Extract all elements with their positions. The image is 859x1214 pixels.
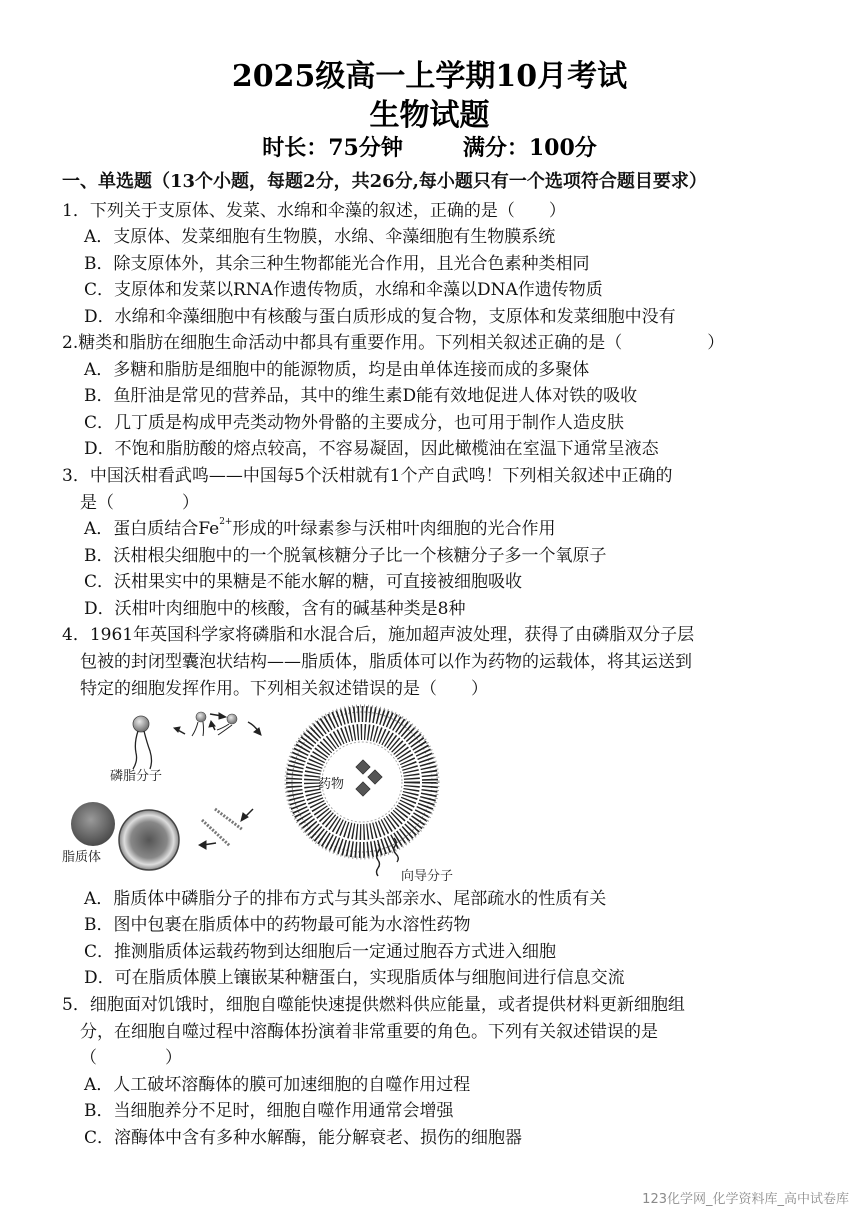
- option-c: C．推测脂质体运载药物到达细胞后一定通过胞吞方式进入细胞: [84, 942, 557, 962]
- option-a: A．支原体、发菜细胞有生物膜，水绵、伞藻细胞有生物膜系统: [84, 227, 556, 247]
- section-heading: 一、单选题（13个小题，每题2分，共26分,每小题只有一个选项符合题目要求）: [62, 171, 707, 192]
- option-b: B．鱼肝油是常见的营养品，其中的维生素D能有效地促进人体对铁的吸收: [84, 386, 638, 406]
- option-c: C．沃柑果实中的果糖是不能水解的糖，可直接被细胞吸收: [84, 572, 523, 592]
- option-d: D．可在脂质体膜上镶嵌某种糖蛋白，实现脂质体与细胞间进行信息交流: [84, 968, 625, 988]
- option-b: B．当细胞养分不足时，细胞自噬作用通常会增强: [84, 1101, 454, 1121]
- label-guide-molecule: 向导分子: [401, 869, 454, 884]
- question-stem: 2.糖类和脂肪在细胞生命活动中都具有重要作用。下列相关叙述正确的是（ ）: [62, 333, 725, 353]
- liposome-outer-icon: [71, 802, 115, 846]
- question-stem-cont: 包被的封闭型囊泡状结构——脂质体，脂质体可以作为药物的运载体，将其运送到: [80, 652, 692, 672]
- label-liposome: 脂质体: [62, 850, 102, 865]
- option-d: D．不饱和脂肪酸的熔点较高，不容易凝固，因此橄榄油在室温下通常呈液态: [84, 439, 659, 459]
- option-b: B．除支原体外，其余三种生物都能光合作用，且光合色素种类相同: [84, 254, 590, 274]
- label-drug: 药物: [318, 777, 345, 792]
- bilayer-strand-icon: [202, 809, 243, 846]
- exam-subtitle: 生物试题: [369, 98, 490, 133]
- question-stem-cont: （ ）: [80, 1048, 182, 1068]
- option-d: D．水绵和伞藻细胞中有核酸与蛋白质形成的复合物，支原体和发菜细胞中没有: [84, 307, 676, 327]
- option-c: C．溶酶体中含有多种水解酶，能分解衰老、损伤的细胞器: [84, 1128, 523, 1148]
- question-stem-cont: 是（ ）: [80, 493, 199, 513]
- liposome-section-icon: [119, 810, 179, 870]
- option-d: D．沃柑叶肉细胞中的核酸，含有的碱基种类是8种: [84, 599, 466, 619]
- option-a: A．脂质体中磷脂分子的排布方式与其头部亲水、尾部疏水的性质有关: [84, 889, 607, 909]
- exam-meta: [0, 133, 859, 163]
- question-stem: 5．细胞面对饥饿时，细胞自噬能快速提供燃料供应能量，或者提供材料更新细胞组: [62, 995, 685, 1015]
- exam-title: 2025级高一上学期10月考试: [231, 59, 628, 94]
- question-stem: 4．1961年英国科学家将磷脂和水混合后，施加超声波处理，获得了由磷脂双分子层: [62, 625, 695, 645]
- arrow-icon: [174, 713, 261, 849]
- label-phospholipid: 磷脂分子: [110, 769, 163, 784]
- liposome-diagram-illustration: [60, 702, 480, 884]
- question-stem: 3．中国沃柑看武鸣——中国每5个沃柑就有1个产自武鸣！下列相关叙述中正确的: [62, 466, 673, 486]
- liposome-cross-section-icon: [286, 706, 438, 858]
- option-b: B．图中包裹在脂质体中的药物最可能为水溶性药物: [84, 915, 471, 935]
- small-phospholipid-icon: [192, 712, 237, 736]
- option-a: A．多糖和脂肪是细胞中的能源物质，均是由单体连接而成的多聚体: [84, 360, 590, 380]
- watermark: 123化学网_化学资料库_高中试卷库: [642, 1192, 849, 1207]
- option-c: C．支原体和发菜以RNA作遗传物质，水绵和伞藻以DNA作遗传物质: [84, 280, 603, 300]
- question-stem-cont: 分，在细胞自噬过程中溶酶体扮演着非常重要的角色。下列有关叙述错误的是: [80, 1022, 658, 1042]
- question-stem-cont: 特定的细胞发挥作用。下列相关叙述错误的是（ ）: [80, 679, 488, 699]
- option-b: B．沃柑根尖细胞中的一个脱氧核糖分子比一个核糖分子多一个氧原子: [84, 546, 607, 566]
- option-c: C．几丁质是构成甲壳类动物外骨骼的主要成分，也可用于制作人造皮肤: [84, 413, 625, 433]
- duration: 时长：75分钟: [262, 135, 403, 161]
- full-score: 满分：100分: [462, 135, 597, 161]
- liposome-figure: [60, 702, 480, 884]
- phospholipid-icon: [133, 716, 152, 769]
- option-a: A．人工破坏溶酶体的膜可加速细胞的自噬作用过程: [84, 1075, 471, 1095]
- option-a: A．蛋白质结合$Fe^{2+}$形成的叶绿素参与沃柑叶肉细胞的光合作用: [84, 517, 556, 539]
- question-stem: 1．下列关于支原体、发菜、水绵和伞藻的叙述，正确的是（ ）: [62, 201, 566, 221]
